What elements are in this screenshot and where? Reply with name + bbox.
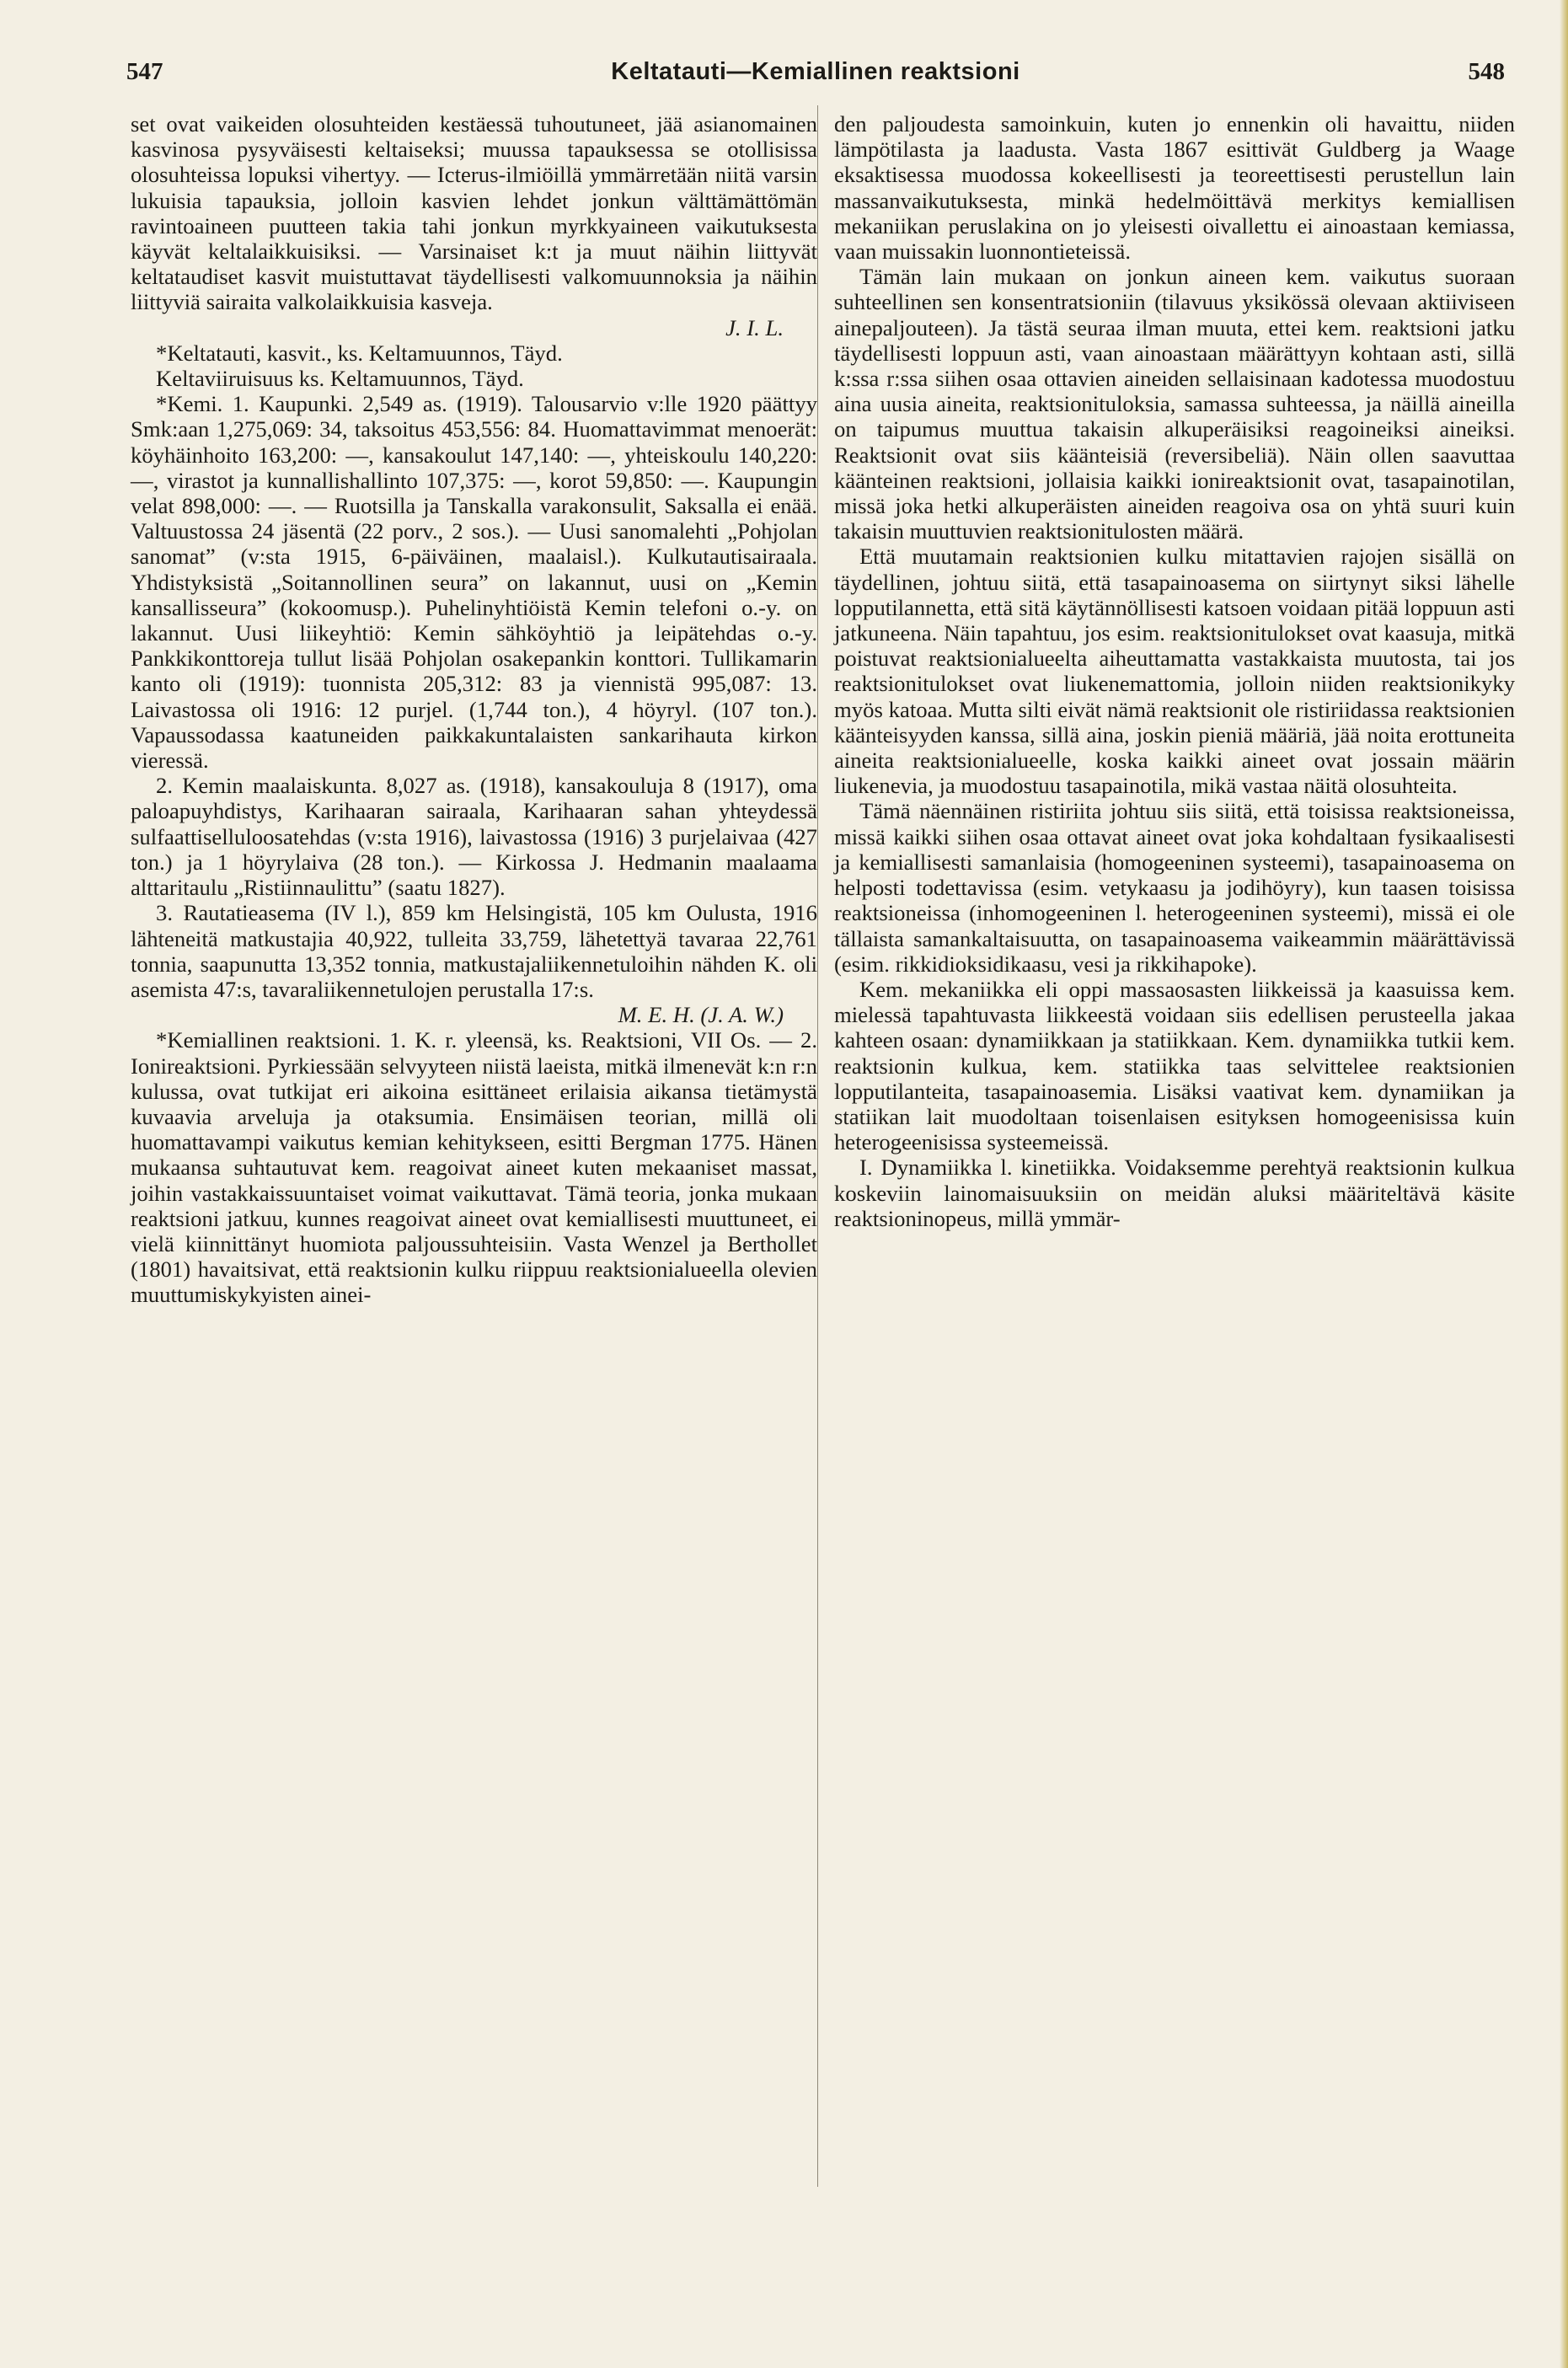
page-header [126,51,1505,93]
author-signature: J. I. L. [725,314,784,340]
paragraph: Tämä näennäinen ristiriita johtuu siis siitä, että toisissa reaktsioneissa, missä kaikki siihen osaa ottavat aineet ovat joka kohdaltaan fysikaalisesti ja kemiallisesti samanlaisia (homogeeninen systeemi), tasapainoasema on helposti todettavissa (esim. vetykaasu ja jodihöyry), kun taasen toisissa reaktsioneissa (inhomogeeninen l. heterogeeninen systeemi), missä ei ole tällaista samankaltaisuutta, on tasapainoasema vaikeammin määrättävissä (esim. rikkidioksidikaasu, vesi ja rikkihapoke). [834,798,1515,977]
entry-kemiallinen-reaktsioni: *Kemiallinen reaktsioni. 1. K. r. yleensä, ks. Reaktsioni, VII Os. — 2. Ionireaktsioni. Pyrkiessään selvyyteen niistä laeista, mitkä ilmenevät k:n r:n kulussa, ovat tutkijat eri aikoina esittäneet erilaisia aikansa tietämystä kuvaavia arveluja ja otaksumia. Ensimäisen teorian, millä oli huomattavampi vaikutus kemian kehitykseen, esitti Bergman 1775. Hänen mukaansa suhtautuvat kem. reagoivat aineet kuten mekaaniset massat, joihin vastakkaissuuntaiset voimat vaikuttavat. Tämä teoria, jonka mukaan reaktsioni jatkuu, kunnes reagoivat aineet ovat kemiallisesti muuttuneet, ei vielä kiinnittänyt huomiota paljoussuhteisiin. Vasta Wenzel ja Berthollet (1801) havaitsivat, että reaktsionin kulku riippuu reaktsionialueella olevien muuttumiskykyisten ainei- [131,1027,817,1308]
paragraph: 3. Rautatieasema (IV l.), 859 km Helsingistä, 105 km Oulusta, 1916 lähteneitä matkustajia 40,922, tulleita 33,759, lähetettyä tavaraa 22,761 tonnia, saapunutta 13,352 tonnia, matkustajaliikennetuloihin nähden K. oli asemista 47:s, tavaraliikennetulojen perustalla 17:s. [131,900,817,1002]
entry-keltatauti: *Keltatauti, kasvit., ks. Keltamuunnos, Täyd. [156,340,563,366]
paragraph: Kem. mekaniikka eli oppi massaosasten liikkeissä ja kaasuissa kem. mielessä tapahtuvasta liikkeestä voidaan siis edellisen perusteella jakaa kahteen osaan: dynamiikkaan ja statiikkaan. Kem. dynamiikka tutkii kem. reaktsionin kulkua, kem. statiikka taas selvittelee reaktsionien lopputilanteita, tasapainoasemia. Lisäksi vaativat kem. dynamiikan ja statiikan lait muodoltaan toisenlaisen esityksen homogeenisissa kuin heterogeenisissa systeemeissä. [834,976,1515,1155]
column-divider [817,105,818,2187]
paragraph: Että muutamain reaktsionien kulku mitattavien rajojen sisällä on täydellinen, johtuu siitä, että tasapainoasema on siirtynyt siksi lähelle lopputilannetta, että sitä käytännöllisesti katsoen voidaan pitää loppuun asti jatkuneena. Näin tapahtuu, jos esim. reaktsionitulokset ovat kaasuja, mitkä poistuvat reaktsionialueelta aiheuttamatta vastakkaista muutosta, tai jos reaktsionitulokset ovat liukenemattomia, jolloin niiden reaktsionikyky myös katoaa. Mutta silti eivät nämä reaktsionit ole ristiriidassa reaktsionien käänteisyyden kanssa, sillä aina, joskin pieniä määriä, jää noita erottuneita aineita reaktsionialueelle, koska kaikki aineet ovat jossain määrin liukenevia, ja muodostuu tasapainotila, mikä vastaa näitä olosuhteita. [834,544,1515,799]
page-number-right: 548 [1468,57,1505,85]
paragraph: Tämän lain mukaan on jonkun aineen kem. vaikutus suoraan suhteellinen sen konsentratsioniin (tilavuus yksikössä olevaan aktiiviseen ainepaljouteen). Ja tästä seuraa ilman muuta, ettei kem. reaktsioni jatku täydellisesti loppuun asti, vaan ainoastaan määrättyyn kohtaan asti, sillä k:ssa r:ssa siihen osaa ottavien aineiden sellaisinaan kadotessa muodostuu aina uusia aineita, reaktsionituloksia, samassa suhteessa, ja näillä aineilla on taipumus muuttua takaisin alkuperäisiksi reagoineiksi aineiksi. Reaktsionit ovat siis käänteisiä (reversibeliä). Näin ollen saavuttaa käänteinen reaktsioni, jollaisia kaikki ionireaktsionit ovat, tasapainotilan, missä joka hetki alkuperäisten aineiden reagoiva osa on yhtä suuri kuin takaisin muuttuvien reaktsionitulosten määrä. [834,264,1515,544]
page-edge [1560,0,1568,2368]
entry-keltaviiruisuus: Keltaviiruisuus ks. Keltamuunnos, Täyd. [156,366,524,392]
paragraph: 2. Kemin maalaiskunta. 8,027 as. (1918), kansakouluja 8 (1917), oma paloapuyhdistys, Karihaaran sairaala, Karihaaran sahan yhteydessä sulfaattiselluloosatehdas (v:sta 1916), laivastossa (1916) 3 purjelaivaa (427 ton.) ja 1 höyrylaiva (28 ton.). — Kirkossa J. Hedmanin maalaama alttaritaulu „Ristiinnaulittu” (saatu 1827). [131,773,817,901]
paragraph: den paljoudesta samoinkuin, kuten jo ennenkin oli havaittu, niiden lämpötilasta ja laadusta. Vasta 1867 esittivät Guldberg ja Waage eksaktisessa muodossa kokeellisesti ja teoreettisesti perustellun lain massanvaikutuksesta, minkä hedelmöittävä merkitys kemiallisen mekaniikan peruslakina on jo yleisesti oivallettu ei ainoastaan kemiassa, vaan muissakin luonnontieteissä. [834,111,1515,265]
entry-kemi: *Kemi. 1. Kaupunki. 2,549 as. (1919). Talousarvio v:lle 1920 päättyy Smk:aan 1,275,069: 34, taksoitus 453,556: 84. Huomattavimmat menoerät: köyhäinhoito 163,200: —, kansakoulut 147,140: —, yhteiskoulu 140,220: —, virastot ja kunnallishallinto 107,375: —, korot 59,850: —. Kaupungin velat 898,000: —. — Ruotsilla ja Tanskalla varakonsulit, Saksalla ei enää. Valtuustossa 24 jäsentä (22 porv., 2 sos.). — Uusi sanomalehti „Pohjolan sanomat” (v:sta 1915, 6-päiväinen, maalaisl.). Kulkutautisairaala. Yhdistyksistä „Soitannollinen seura” on lakannut, uusi on „Kemin kansallisseura” (kokoomusp.). Puhelinyhtiöistä Kemin telefoni o.-y. on lakannut. Uusi liikeyhtiö: Kemin sähköyhtiö ja leipätehdas o.-y. Pankkikonttoreja tullut lisää Pohjolan osakepankin konttori. Tullikamarin kanto oli (1919): tuonnista 205,312: 83 ja viennistä 995,087: 13. Laivastossa oli 1916: 12 purjel. (1,744 ton.), 4 höyryl. (107 ton.). Vapaussodassa kaatuneiden paikkakuntalaisten sankarihauta kirkon vieressä. [131,391,817,774]
page-number-left: 547 [126,57,163,85]
running-title: Keltatauti—Kemiallinen reaktsioni [611,57,1020,85]
paragraph: set ovat vaikeiden olosuhteiden kestäessä tuhoutuneet, jää asianomainen kasvinosa pysyväisesti keltaiseksi; muussa tapauksessa se otollisissa olosuhteissa lopuksi vihertyy. — Icterus-ilmiöillä ymmärretään niitä varsin lukuisia tapauksia, jolloin kasvien lehdet jonkun välttämättömän ravintoaineen puutteen takia tahi jonkun myrkkyaineen vaikutuksesta käyvät keltalaikkuisiksi. — Varsinaiset k:t ja muut näihin liittyvät keltataudiset kasvit muistuttavat täydellisesti valkomuunnoksia ja näihin liittyviä sairaita valkolaikkuisia kasveja. [131,111,817,315]
right-column [834,111,1515,1231]
author-signature: M. E. H. (J. A. W.) [618,1002,784,1028]
left-column [131,111,817,1308]
paragraph: I. Dynamiikka l. kinetiikka. Voidaksemme perehtyä reaktsionin kulkua koskeviin lainomaisuuksiin on meidän aluksi määriteltävä käsite reaktsioninopeus, millä ymmär- [834,1155,1515,1231]
